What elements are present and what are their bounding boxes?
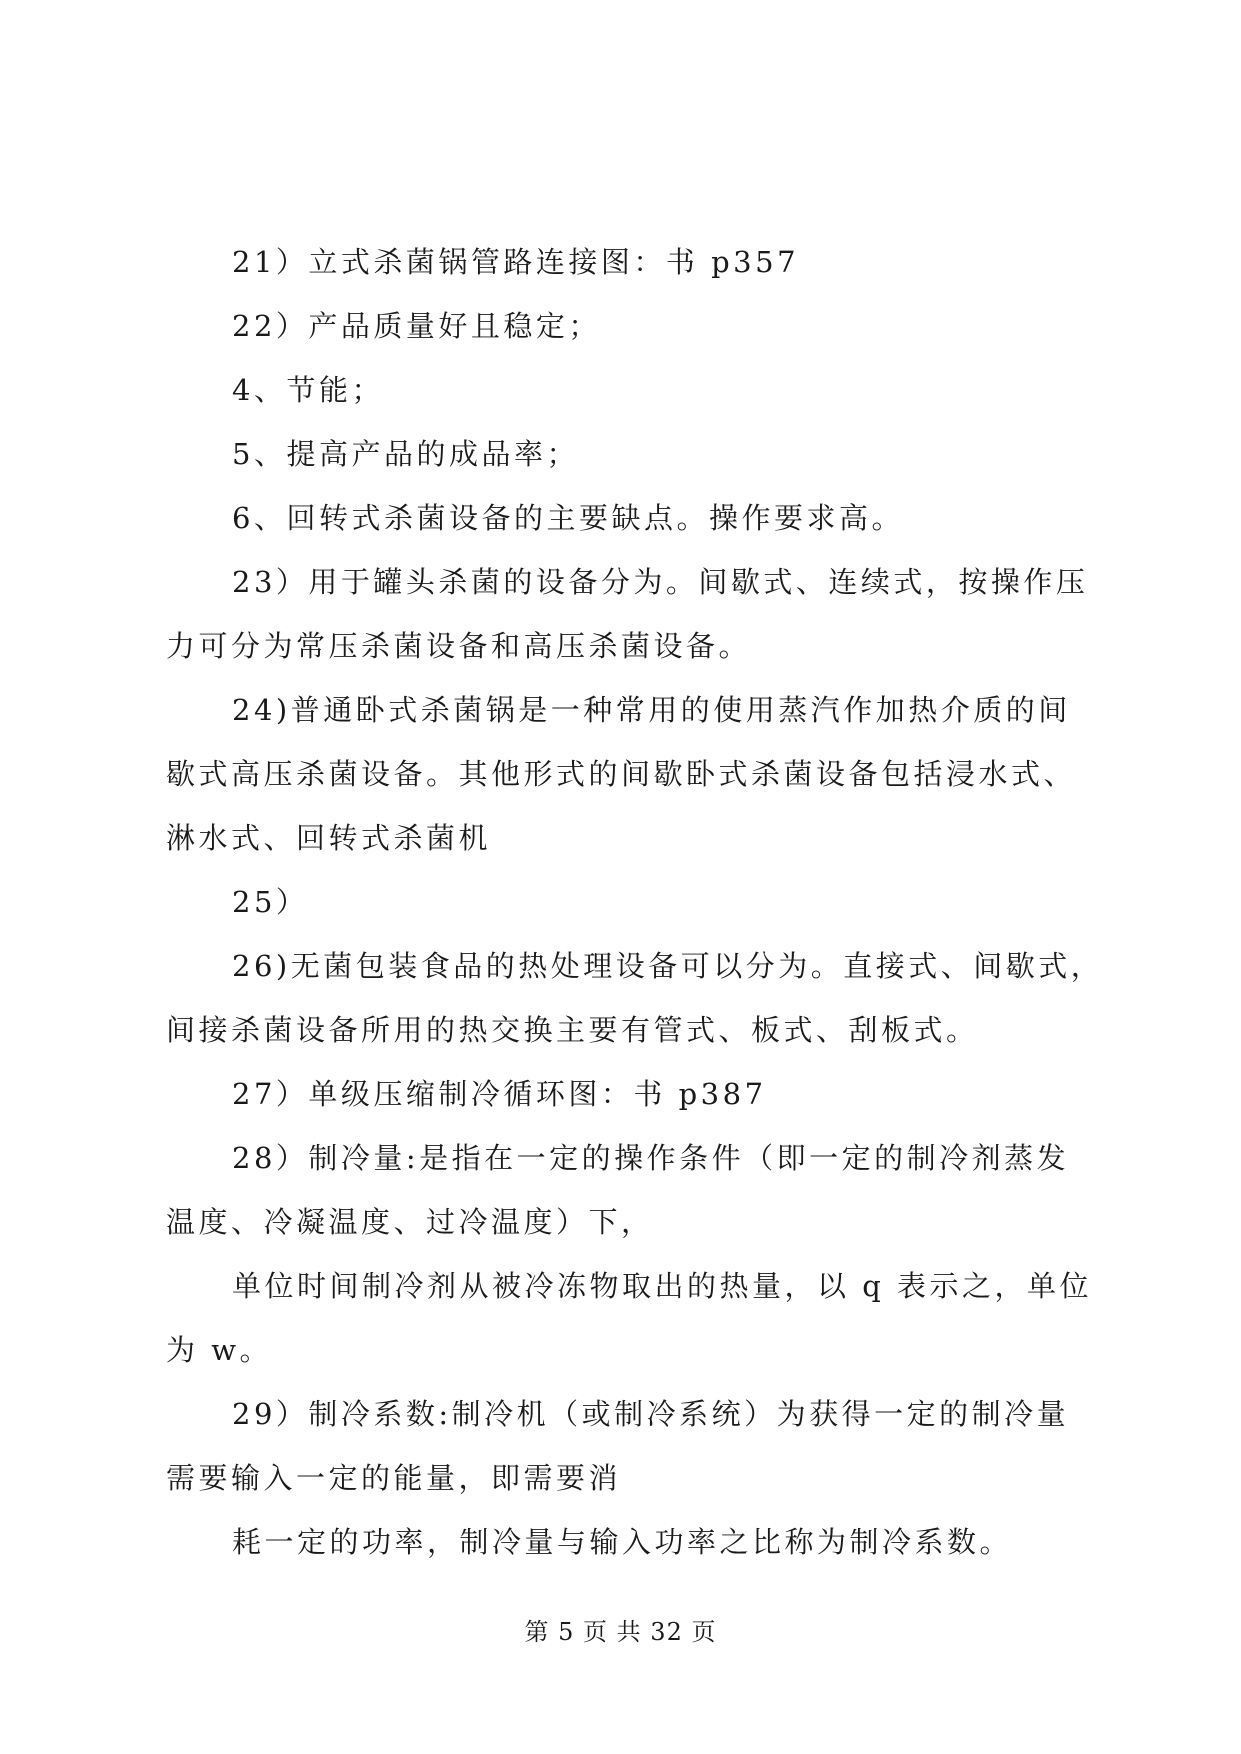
text-line: 25） — [232, 885, 309, 919]
text-line: 耗一定的功率，制冷量与输入功率之比称为制冷系数。 — [232, 1525, 1013, 1559]
text-line: 间接杀菌设备所用的热交换主要有管式、板式、刮板式。 — [166, 1013, 979, 1047]
text-line: 温度、冷凝温度、过冷温度）下， — [166, 1205, 654, 1239]
text-line: 22）产品质量好且稳定； — [232, 309, 601, 343]
paragraph-21 — [166, 230, 1086, 294]
text-line: 6、回转式杀菌设备的主要缺点。操作要求高。 — [232, 501, 904, 535]
text-line: 28）制冷量:是指在一定的操作条件（即一定的制冷剂蒸发 — [232, 1141, 1070, 1175]
text-line: 4、节能； — [232, 373, 384, 407]
paragraph-item-5 — [166, 422, 1086, 486]
paragraph-25 — [166, 870, 1086, 934]
paragraph-28-continued — [166, 1254, 1093, 1382]
text-line: 27）单级压缩制冷循环图：书 p387 — [232, 1077, 767, 1111]
text-line: 淋水式、回转式杀菌机 — [166, 821, 492, 855]
text-line: 5、提高产品的成品率； — [232, 437, 579, 471]
document-body — [166, 230, 1104, 1574]
paragraph-item-4 — [166, 358, 1086, 422]
text-line: 26)无菌包装食品的热处理设备可以分为。直接式、间歇式， — [232, 949, 1104, 983]
paragraph-26 — [166, 934, 1104, 1062]
text-line: 需要输入一定的能量，即需要消 — [166, 1461, 622, 1495]
paragraph-24 — [166, 678, 1086, 870]
page-number-footer: 第 5 页 共 32 页 — [524, 1618, 717, 1646]
text-line: 单位时间制冷剂从被冷冻物取出的热量，以 q 表示之，单位 — [232, 1269, 1093, 1303]
paragraph-29-continued — [166, 1510, 1086, 1574]
text-line: 为 w。 — [166, 1333, 273, 1367]
paragraph-29 — [166, 1382, 1086, 1510]
paragraph-item-6 — [166, 486, 1086, 550]
paragraph-27 — [166, 1062, 1086, 1126]
text-line: 歇式高压杀菌设备。其他形式的间歇卧式杀菌设备包括浸水式、 — [166, 757, 1077, 791]
text-line: 24)普通卧式杀菌锅是一种常用的使用蒸汽作加热介质的间 — [232, 693, 1071, 727]
text-line: 23）用于罐头杀菌的设备分为。间歇式、连续式，按操作压 — [232, 565, 1089, 599]
paragraph-28 — [166, 1126, 1086, 1254]
paragraph-23 — [166, 550, 1089, 678]
text-line: 力可分为常压杀菌设备和高压杀菌设备。 — [166, 629, 752, 663]
text-line: 29）制冷系数:制冷机（或制冷系统）为获得一定的制冷量 — [232, 1397, 1070, 1431]
text-line: 21）立式杀菌锅管路连接图：书 p357 — [232, 245, 800, 279]
paragraph-22 — [166, 294, 1086, 358]
